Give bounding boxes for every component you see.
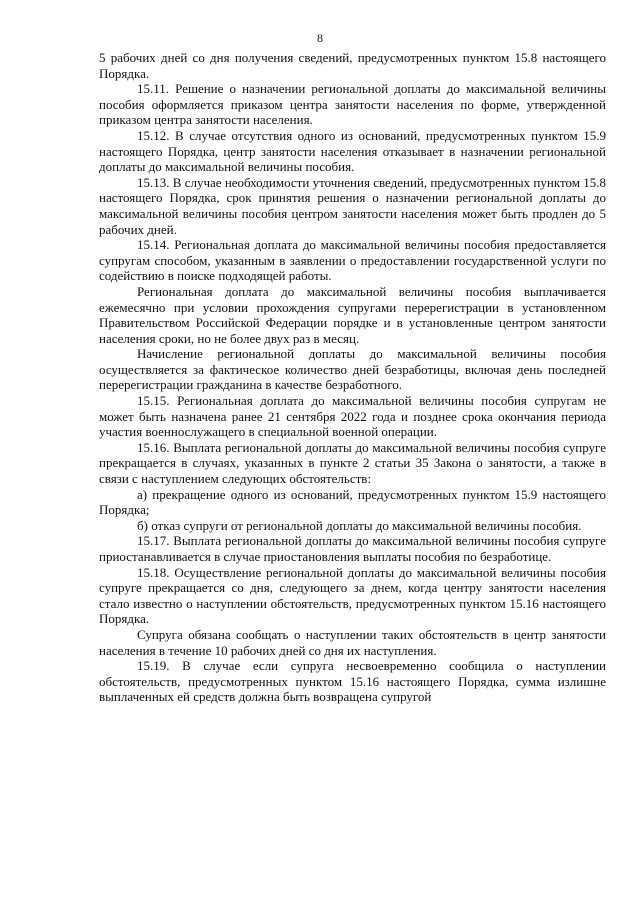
paragraph-notification-duty: Супруга обязана сообщать о наступлении таких обстоятельств в центр занятости населения в течение 10 рабочих дней со дня их наступления. xyxy=(99,626,606,658)
paragraph-15-16: 15.16. Выплата региональной доплаты до максимальной величины пособия супруге прекращается в случаях, указанных в пункте 2 статьи 35 Закона о занятости, а также в связи с наступлением следующих обстоятельств: xyxy=(99,439,606,487)
page-number: 8 xyxy=(317,31,323,45)
paragraph-15-17: 15.17. Выплата региональной доплаты до максимальной величины пособия супруге приостанавливается в случае приостановления выплаты пособия по безработице. xyxy=(99,533,606,564)
paragraph-accrual: Начисление региональной доплаты до максимальной величины пособия осуществляется за фактическое количество дней безработицы, включая день последней перерегистрации гражданина в качестве безработного. xyxy=(99,346,606,393)
paragraph-15-14: 15.14. Региональная доплата до максимальной величины пособия предоставляется супругам способом, указанным в заявлении о предоставлении государственной услуги по содействию в поиске подходящей работы. xyxy=(99,237,606,284)
paragraph-15-13: 15.13. В случае необходимости уточнения сведений, предусмотренных пунктом 15.8 настоящего Порядка, срок принятия решения о назначении региональной доплаты до максимальной величины пособия центром занятости населения может быть продлен до 5 рабочих дней. xyxy=(99,174,606,237)
document-body xyxy=(99,50,606,705)
paragraph-15-15: 15.15. Региональная доплата до максимальной величины пособия супругам не может быть назначена ранее 21 сентября 2022 года и позднее срока окончания периода участия военнослужащего в специальной военной операции. xyxy=(99,393,606,440)
paragraph-15-19: 15.19. В случае если супруга несвоевременно сообщила о наступлении обстоятельств, предусмотренных пунктом 15.16 настоящего Порядка, сумма излишне выплаченных ей средств должна быть возвращена супругой xyxy=(99,658,606,705)
paragraph-15-11: 15.11. Решение о назначении региональной доплаты до максимальной величины пособия оформляется приказом центра занятости населения по форме, утвержденной приказом центра занятости населения. xyxy=(99,81,606,128)
list-item-b: б) отказ супруги от региональной доплаты до максимальной величины пособия. xyxy=(137,517,582,533)
paragraph-continuation: 5 рабочих дней со дня получения сведений, предусмотренных пунктом 15.8 настоящего Порядка. xyxy=(99,50,606,81)
list-item-a: а) прекращение одного из оснований, предусмотренных пунктом 15.9 настоящего Порядка; xyxy=(99,486,606,518)
paragraph-15-18: 15.18. Осуществление региональной доплаты до максимальной величины пособия супруге прекращается со дня, следующего за днем, когда центру занятости населения стало известно о наступлении обстоятельств, предусмотренных пунктом 15.16 настоящего Порядка. xyxy=(99,564,606,627)
paragraph-15-12: 15.12. В случае отсутствия одного из оснований, предусмотренных пунктом 15.9 настоящего Порядка, центр занятости населения отказывает в назначении региональной доплаты до максимальной величины пособия. xyxy=(99,127,606,175)
paragraph-monthly-payment: Региональная доплата до максимальной величины пособия выплачивается ежемесячно при условии прохождения супругами перерегистрации в установленном Правительством Российской Федерации порядке и в установленные центром занятости населения сроки, но не более двух раз в месяц. xyxy=(99,283,606,346)
